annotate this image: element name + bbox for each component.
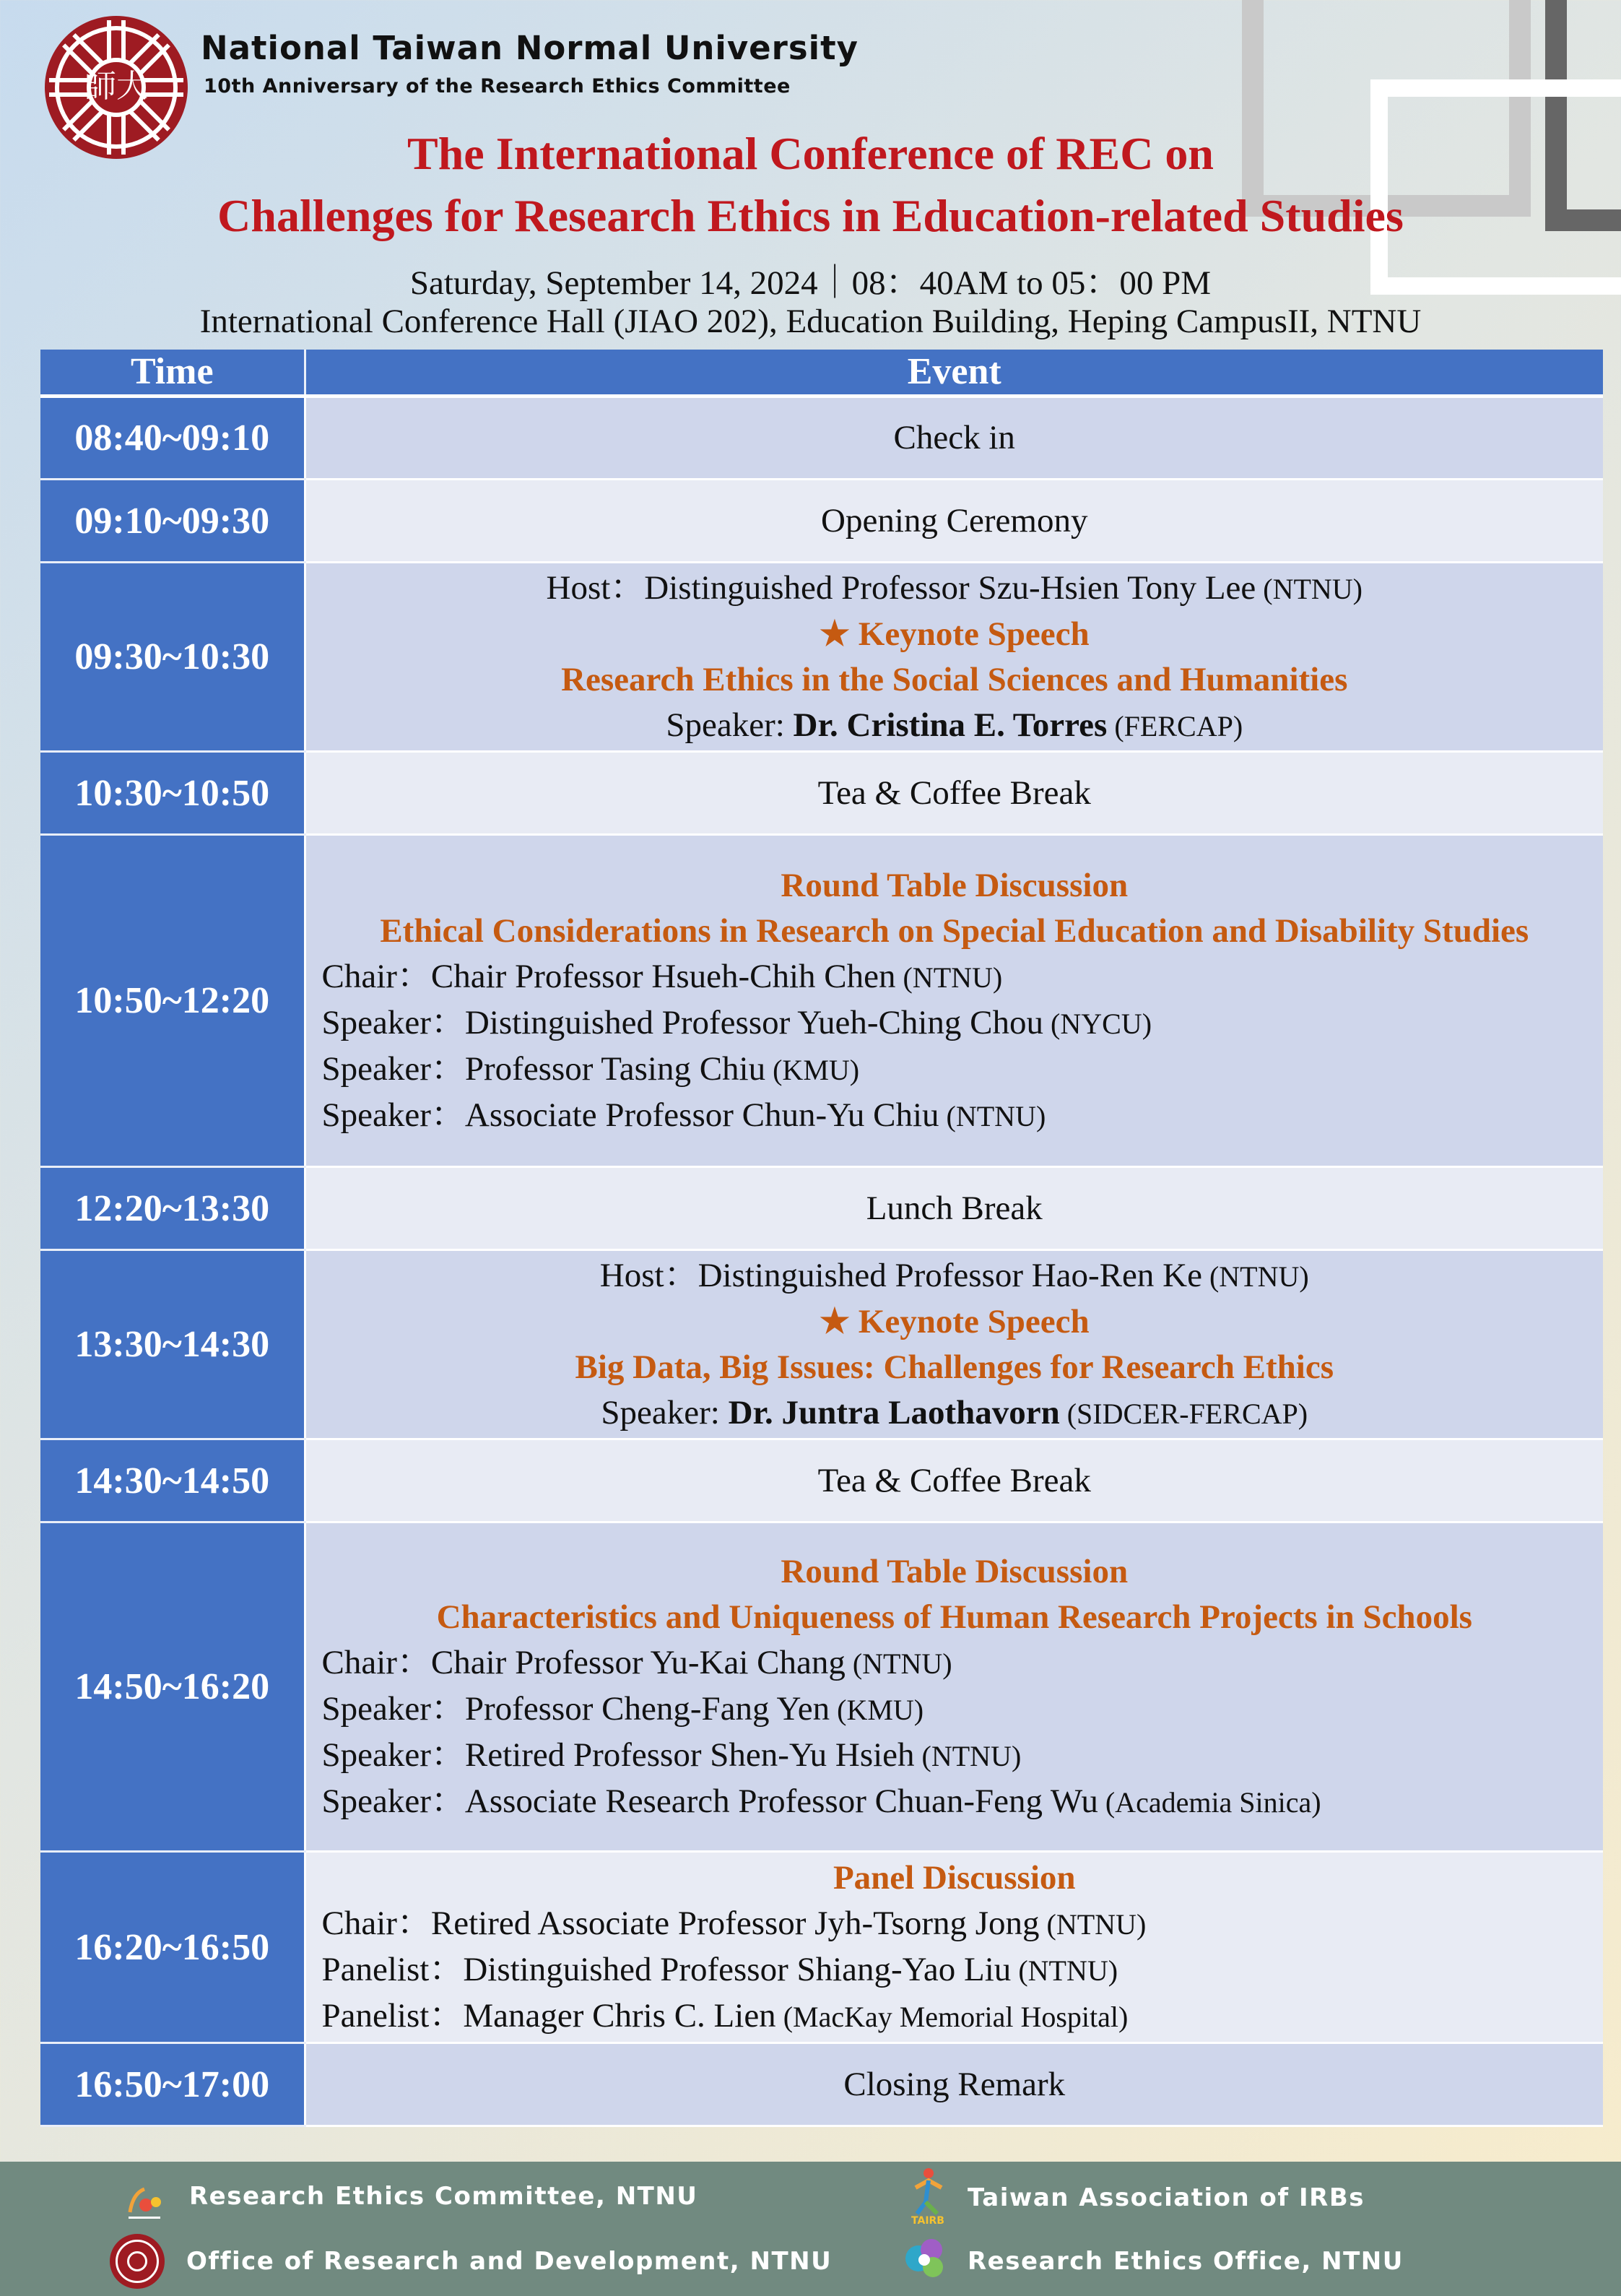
person-line: Speaker：Retired Professor Shen-Yu Hsieh (NTNU) bbox=[321, 1736, 1022, 1774]
time-slot: 10:50~12:20 bbox=[40, 835, 305, 1167]
university-name: National Taiwan Normal University bbox=[201, 29, 859, 67]
seal-glyph: 師大 bbox=[84, 68, 148, 105]
session-speaker: Speaker: Dr. Juntra Laothavorn (SIDCER-FERCAP) bbox=[601, 1393, 1308, 1431]
time-slot: 13:30~14:30 bbox=[40, 1250, 305, 1439]
anniversary-subtitle: 10th Anniversary of the Research Ethics Committee bbox=[204, 75, 791, 98]
time-slot: 12:20~13:30 bbox=[40, 1167, 305, 1250]
table-row bbox=[40, 752, 1603, 835]
session-people bbox=[306, 1901, 1604, 2040]
event-cell bbox=[305, 835, 1603, 1167]
time-slot: 09:10~09:30 bbox=[40, 480, 305, 563]
tairb-logo bbox=[900, 2166, 956, 2228]
ord-seal-logo bbox=[110, 2234, 165, 2289]
event-cell: Lunch Break bbox=[305, 1167, 1603, 1250]
event-cell bbox=[305, 1522, 1603, 1852]
session-type: ★ Keynote Speech bbox=[819, 615, 1090, 653]
footer-bar bbox=[0, 2162, 1621, 2296]
event-cell bbox=[305, 1852, 1603, 2043]
event-column-header: Event bbox=[305, 350, 1603, 397]
time-slot: 09:30~10:30 bbox=[40, 563, 305, 752]
person-line: Speaker：Professor Cheng-Fang Yen (KMU) bbox=[321, 1689, 924, 1728]
event-cell: Closing Remark bbox=[305, 2043, 1603, 2126]
time-slot: 16:50~17:00 bbox=[40, 2043, 305, 2126]
rec-logo bbox=[123, 2183, 166, 2221]
person-line: Speaker：Associate Professor Chun-Yu Chiu (NTNU) bbox=[321, 1096, 1046, 1134]
footer-org-tairb: Taiwan Association of IRBs bbox=[968, 2183, 1365, 2212]
person-line: Panelist：Manager Chris C. Lien (MacKay Memorial Hospital) bbox=[321, 1996, 1129, 2035]
session-topic: Big Data, Big Issues: Challenges for Research Ethics bbox=[575, 1348, 1334, 1386]
conference-title-line1: The International Conference of REC on bbox=[407, 128, 1214, 179]
time-slot: 14:30~14:50 bbox=[40, 1439, 305, 1522]
session-host: Host：Distinguished Professor Hao-Ren Ke (NTNU) bbox=[599, 1256, 1309, 1294]
footer-org-rec: Research Ethics Committee, NTNU bbox=[189, 2182, 698, 2211]
person-line: Chair：Retired Associate Professor Jyh-Tsorng Jong (NTNU) bbox=[321, 1904, 1147, 1942]
session-type: ★ Keynote Speech bbox=[819, 1302, 1090, 1340]
footer-org-ord: Office of Research and Development, NTNU bbox=[186, 2247, 833, 2276]
time-column-header: Time bbox=[40, 350, 305, 397]
conference-venue: International Conference Hall (JIAO 202), Education Building, Heping CampusII, NTNU bbox=[199, 303, 1422, 340]
table-header-row bbox=[40, 350, 1603, 397]
conference-title-line2: Challenges for Research Ethics in Education-related Studies bbox=[217, 190, 1404, 241]
time-slot: 16:20~16:50 bbox=[40, 1852, 305, 2043]
person-line: Chair：Chair Professor Hsueh-Chih Chen (NTNU) bbox=[321, 957, 1003, 995]
time-slot: 08:40~09:10 bbox=[40, 397, 305, 480]
table-row bbox=[40, 835, 1603, 1167]
session-people bbox=[306, 1640, 1604, 1825]
time-slot: 10:30~10:50 bbox=[40, 752, 305, 835]
session-type: Panel Discussion bbox=[833, 1858, 1076, 1897]
session-topic: Characteristics and Uniqueness of Human Research Projects in Schools bbox=[436, 1598, 1472, 1636]
person-line: Chair：Chair Professor Yu-Kai Chang (NTNU) bbox=[321, 1643, 952, 1681]
session-type: Round Table Discussion bbox=[781, 866, 1129, 904]
table-row bbox=[40, 563, 1603, 752]
person-line: Speaker：Professor Tasing Chiu (KMU) bbox=[321, 1049, 860, 1088]
table-row bbox=[40, 2043, 1603, 2126]
time-slot: 14:50~16:20 bbox=[40, 1522, 305, 1852]
table-row bbox=[40, 1522, 1603, 1852]
session-people bbox=[306, 954, 1604, 1139]
conference-date-time: Saturday, September 14, 2024｜08：40AM to 05：00 PM bbox=[409, 264, 1212, 302]
table-row bbox=[40, 480, 1603, 563]
person-line: Speaker：Distinguished Professor Yueh-Ching Chou (NYCU) bbox=[321, 1003, 1152, 1041]
session-host: Host：Distinguished Professor Szu-Hsien Tony Lee (NTNU) bbox=[546, 568, 1363, 607]
person-line: Speaker：Associate Research Professor Chuan-Feng Wu (Academia Sinica) bbox=[321, 1782, 1321, 1820]
table-row bbox=[40, 397, 1603, 480]
reo-logo bbox=[903, 2234, 950, 2284]
table-row bbox=[40, 1250, 1603, 1439]
tairb-logo-text: TAIRB bbox=[911, 2215, 944, 2227]
session-topic: Ethical Considerations in Research on Special Education and Disability Studies bbox=[380, 911, 1529, 950]
person-line: Panelist：Distinguished Professor Shiang-Yao Liu (NTNU) bbox=[321, 1950, 1118, 1988]
session-speaker: Speaker: Dr. Cristina E. Torres (FERCAP) bbox=[666, 706, 1243, 744]
table-row bbox=[40, 1439, 1603, 1522]
table-row bbox=[40, 1167, 1603, 1250]
event-cell: Opening Ceremony bbox=[305, 480, 1603, 563]
event-cell: Check in bbox=[305, 397, 1603, 480]
event-cell: Tea & Coffee Break bbox=[305, 752, 1603, 835]
session-topic: Research Ethics in the Social Sciences and Humanities bbox=[561, 660, 1348, 698]
event-cell bbox=[305, 1250, 1603, 1439]
schedule-table bbox=[40, 350, 1603, 2127]
session-type: Round Table Discussion bbox=[781, 1552, 1129, 1590]
table-row bbox=[40, 1852, 1603, 2043]
event-cell: Tea & Coffee Break bbox=[305, 1439, 1603, 1522]
footer-org-reo: Research Ethics Office, NTNU bbox=[968, 2247, 1404, 2276]
event-cell bbox=[305, 563, 1603, 752]
